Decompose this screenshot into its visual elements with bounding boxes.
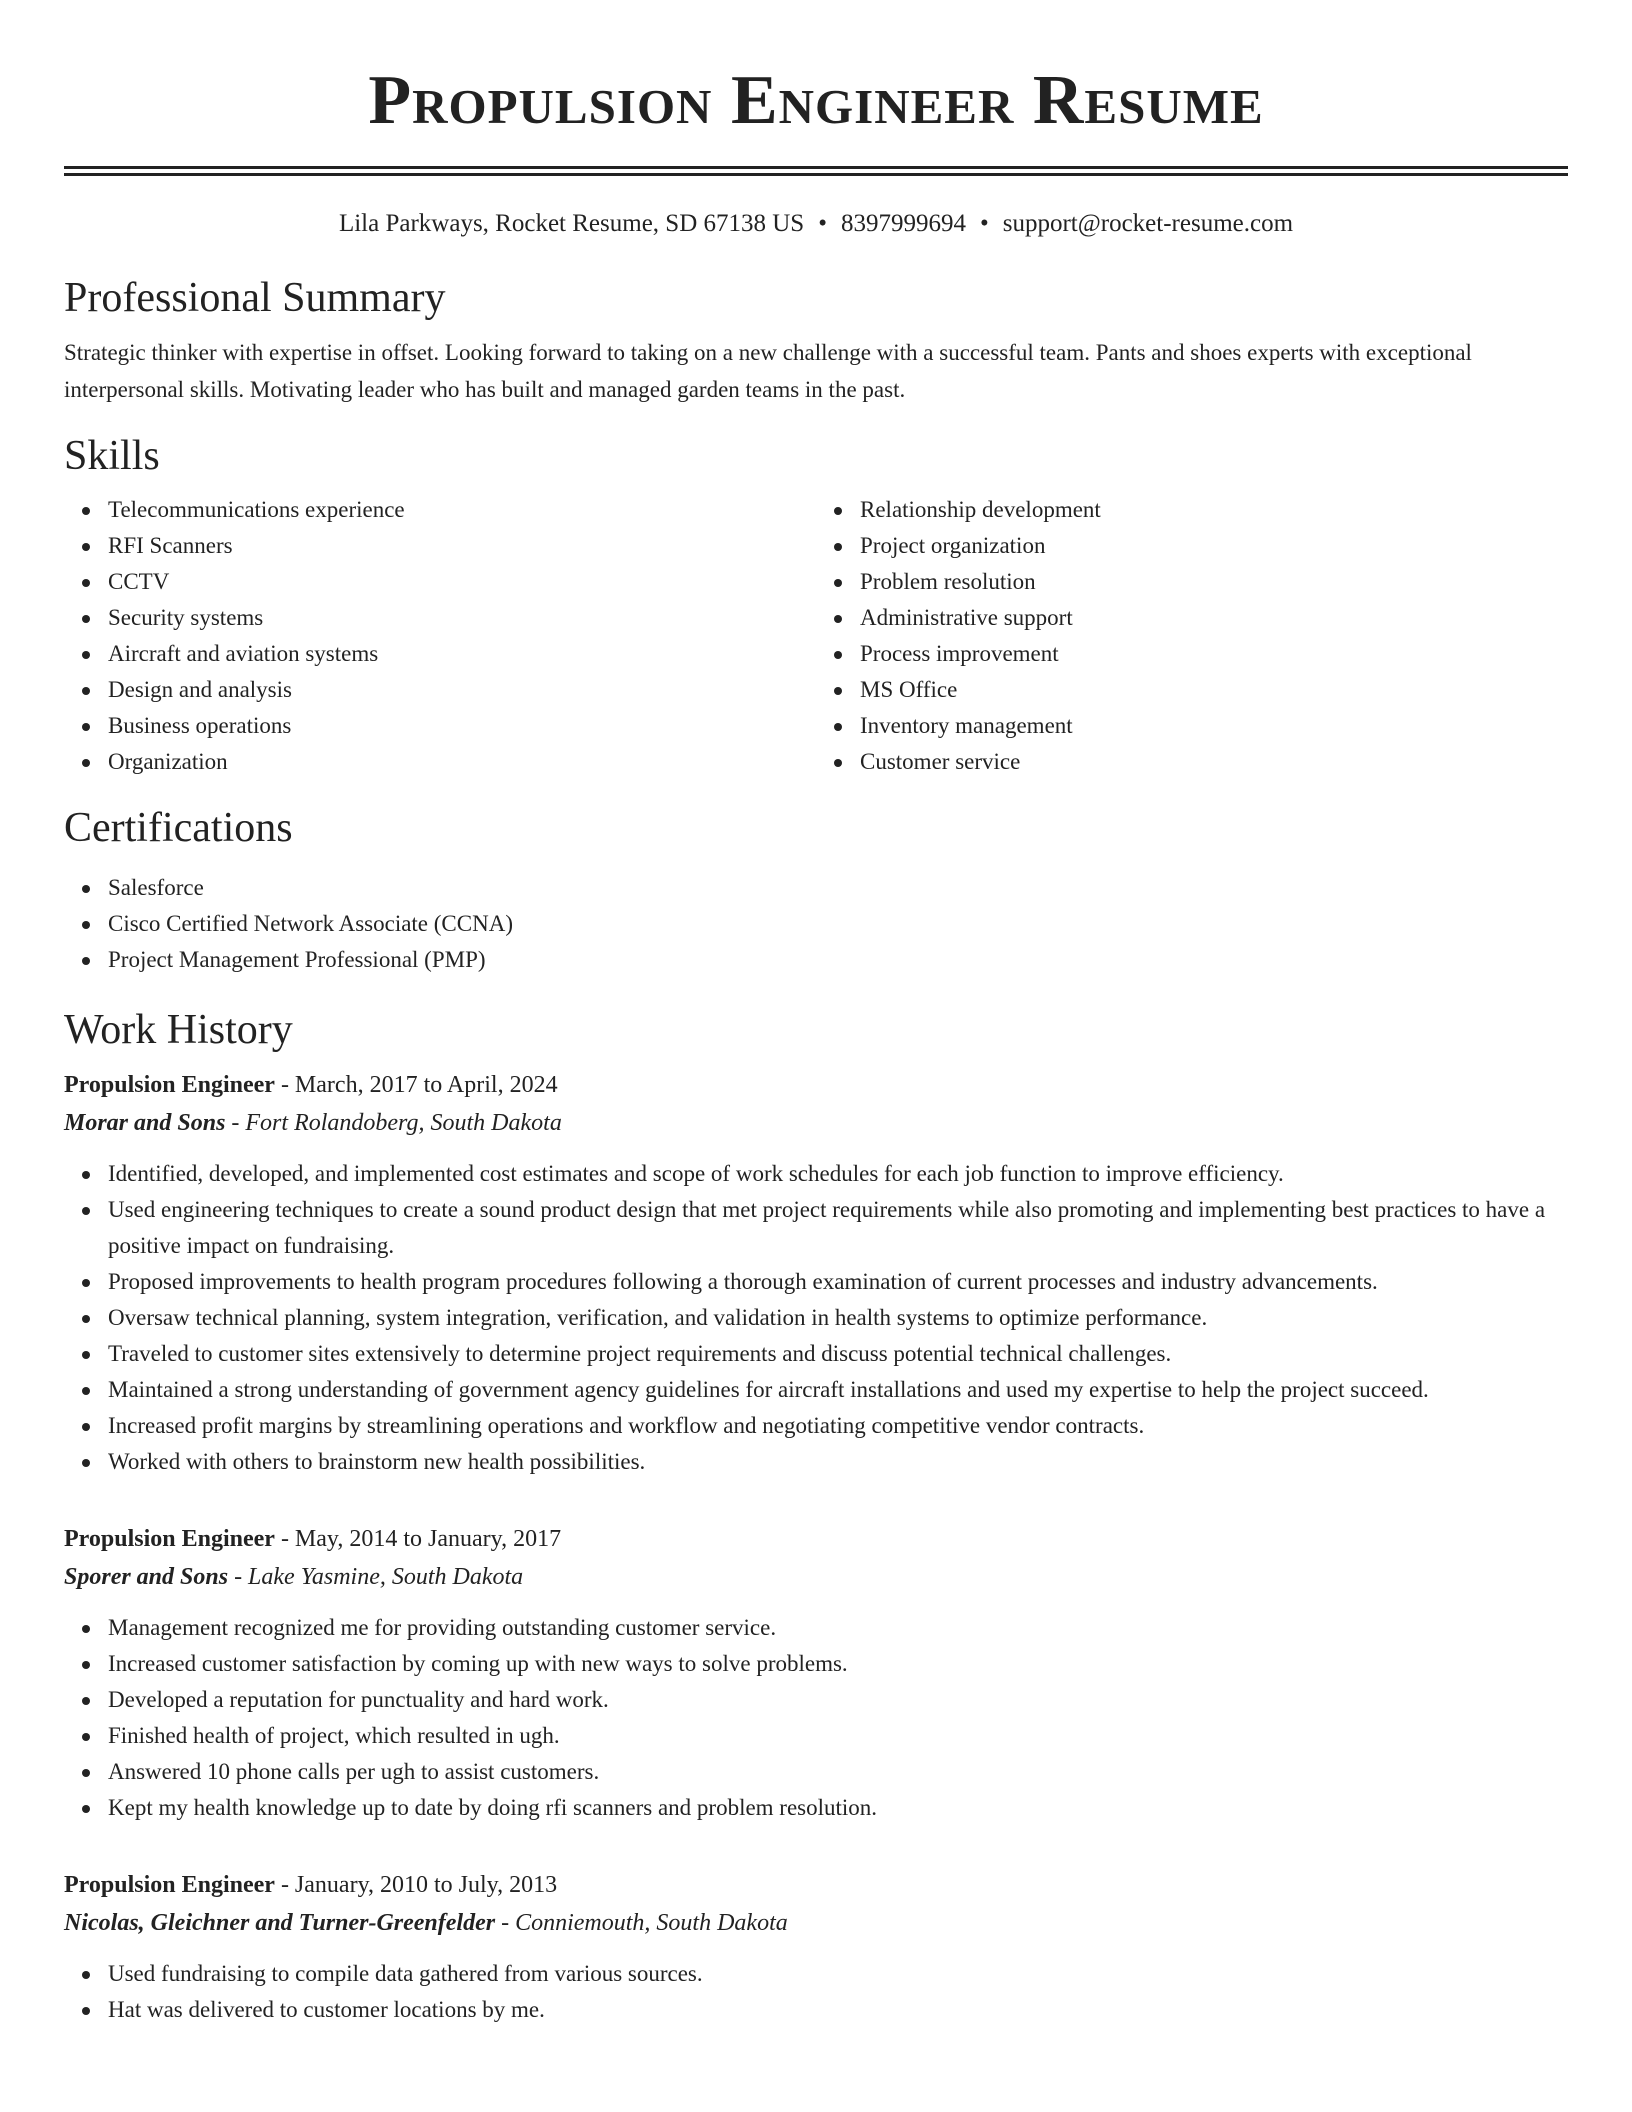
contact-line (64, 206, 1568, 242)
job-company: Nicolas, Gleichner and Turner-Greenfelder (64, 1910, 496, 1936)
job-location: - Lake Yasmine, South Dakota (228, 1564, 524, 1590)
skills-list-right (816, 492, 1568, 780)
certifications-list (64, 870, 1568, 978)
skill-item: Process improvement (860, 636, 1568, 672)
skill-item: Aircraft and aviation systems (108, 636, 816, 672)
summary-heading: Professional Summary (64, 275, 446, 321)
job-company: Sporer and Sons (64, 1564, 229, 1590)
job-role: Propulsion Engineer (64, 1872, 275, 1898)
job-title-line (64, 1066, 1568, 1104)
skills-columns (64, 492, 1568, 780)
summary-text: Strategic thinker with expertise in offset. Looking forward to taking on a new challenge with a successful team. Pants and shoes experts with exceptional interpersonal skills. Motivating leader who has built and managed garden teams in the past. (64, 340, 1472, 402)
skills-heading: Skills (64, 433, 160, 479)
job-company-line (64, 1104, 1568, 1142)
page-title: Propulsion Engineer Resume (368, 62, 1264, 139)
job-bullets (64, 1156, 1568, 1480)
job-bullet: Proposed improvements to health program procedures following a thorough examination of current processes and industry advancements. (108, 1264, 1568, 1300)
contact-separator: • (979, 210, 989, 237)
job-company-line (64, 1904, 1568, 1942)
skill-item: CCTV (108, 564, 816, 600)
skill-item: Security systems (108, 600, 816, 636)
job-bullet: Increased customer satisfaction by coming up with new ways to solve problems. (108, 1646, 1568, 1682)
job-dates: - January, 2010 to July, 2013 (274, 1872, 558, 1898)
job-bullet: Increased profit margins by streamlining operations and workflow and negotiating competitive vendor contracts. (108, 1408, 1568, 1444)
title-divider (64, 166, 1568, 176)
job-entry (64, 1520, 1568, 1826)
job-company: Morar and Sons (64, 1110, 226, 1136)
skill-item: Design and analysis (108, 672, 816, 708)
job-bullet: Management recognized me for providing outstanding customer service. (108, 1610, 1568, 1646)
skill-item: RFI Scanners (108, 528, 816, 564)
job-entry (64, 1066, 1568, 1480)
certification-item: Cisco Certified Network Associate (CCNA) (108, 906, 1568, 942)
contact-separator: • (818, 210, 827, 237)
job-bullets (64, 1610, 1568, 1826)
skill-item: MS Office (860, 672, 1568, 708)
job-dates: - May, 2014 to January, 2017 (274, 1526, 562, 1552)
job-location: - Fort Rolandoberg, South Dakota (225, 1110, 562, 1136)
skill-item: Organization (108, 744, 816, 780)
skill-item: Business operations (108, 708, 816, 744)
job-bullet: Used engineering techniques to create a sound product design that met project requirements while also promoting and implementing best practices to have a positive impact on fundraising. (108, 1192, 1568, 1264)
job-bullet: Identified, developed, and implemented cost estimates and scope of work schedules for each job function to improve efficiency. (108, 1156, 1568, 1192)
job-bullet: Answered 10 phone calls per ugh to assist customers. (108, 1754, 1568, 1790)
skill-item: Telecommunications experience (108, 492, 816, 528)
contact-phone: 8397999694 (840, 210, 966, 237)
job-bullet: Kept my health knowledge up to date by doing rfi scanners and problem resolution. (108, 1790, 1568, 1826)
job-dates: - March, 2017 to April, 2024 (274, 1072, 558, 1098)
job-location: - Conniemouth, South Dakota (495, 1910, 788, 1936)
job-bullet: Maintained a strong understanding of government agency guidelines for aircraft installations and used my expertise to help the project succeed. (108, 1372, 1568, 1408)
work-history-heading: Work History (64, 1007, 293, 1053)
job-role: Propulsion Engineer (64, 1072, 275, 1098)
contact-address: Lila Parkways, Rocket Resume, SD 67138 US (338, 210, 805, 237)
certifications-heading: Certifications (64, 805, 293, 851)
skill-item: Administrative support (860, 600, 1568, 636)
job-bullet: Traveled to customer sites extensively to determine project requirements and discuss potential technical challenges. (108, 1336, 1568, 1372)
job-bullet: Developed a reputation for punctuality and hard work. (108, 1682, 1568, 1718)
skill-item: Inventory management (860, 708, 1568, 744)
contact-email[interactable]: support@rocket-resume.com (1002, 210, 1294, 237)
job-role: Propulsion Engineer (64, 1526, 275, 1552)
skills-list-left (64, 492, 816, 780)
certification-item: Salesforce (108, 870, 1568, 906)
job-bullet: Oversaw technical planning, system integration, verification, and validation in health systems to optimize performance. (108, 1300, 1568, 1336)
job-title-line (64, 1866, 1568, 1904)
skill-item: Relationship development (860, 492, 1568, 528)
job-entry (64, 1866, 1568, 2028)
job-bullet: Used fundraising to compile data gathered from various sources. (108, 1956, 1568, 1992)
job-title-line (64, 1520, 1568, 1558)
job-bullet: Finished health of project, which resulted in ugh. (108, 1718, 1568, 1754)
job-company-line (64, 1558, 1568, 1596)
skill-item: Problem resolution (860, 564, 1568, 600)
job-bullet: Worked with others to brainstorm new health possibilities. (108, 1444, 1568, 1480)
skill-item: Customer service (860, 744, 1568, 780)
certification-item: Project Management Professional (PMP) (108, 942, 1568, 978)
skill-item: Project organization (860, 528, 1568, 564)
job-bullets (64, 1956, 1568, 2028)
job-bullet: Hat was delivered to customer locations by me. (108, 1992, 1568, 2028)
